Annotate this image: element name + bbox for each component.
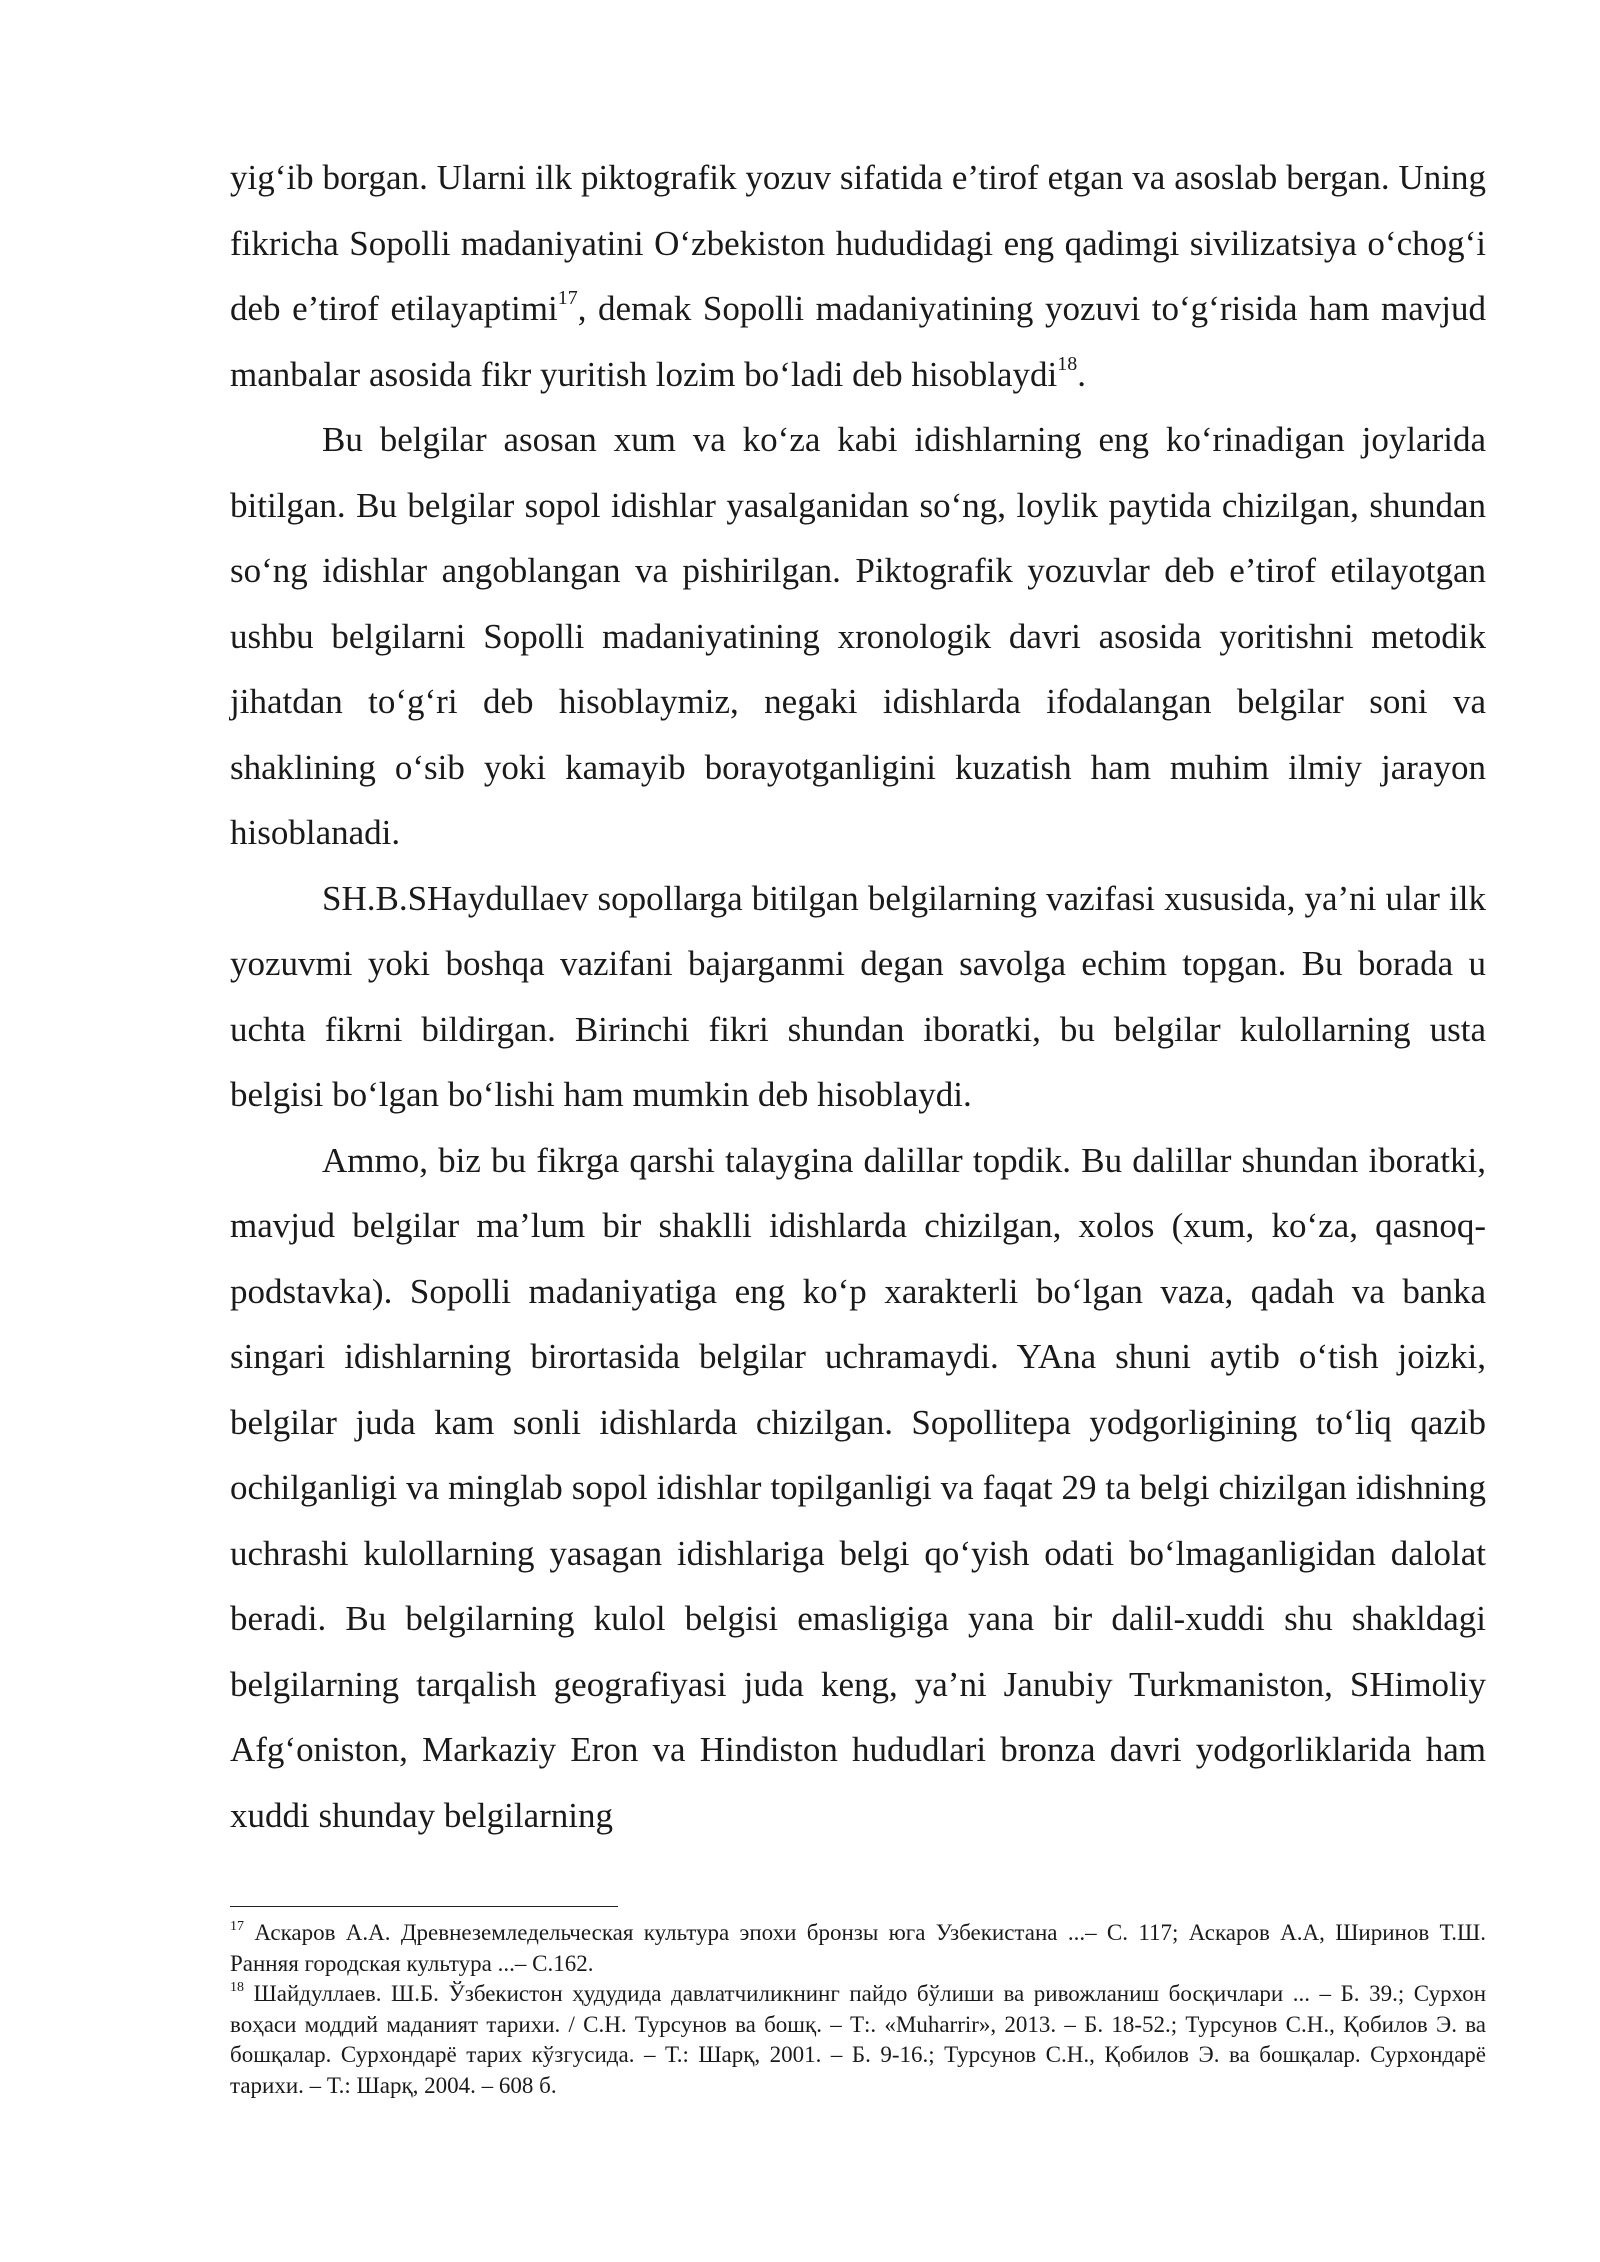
footnote-separator [230,1906,618,1907]
footnote-ref-18[interactable]: 18 [1057,352,1078,375]
document-body [230,145,1486,1848]
footnote-18-text: Шайдуллаев. Ш.Б. Ўзбекистон ҳудудида давлатчиликнинг пайдо бўлиши ва ривожланиш босқичлари ... – Б. 39.; Сурхон воҳаси моддий маданият тарихи. / С.Н. Турсунов ва бошқ. – Т:. «Muharrir», 2013. – Б. 18-52.; Турсунов С.Н., Қобилов Э. ва бошқалар. Сурхондарё тарих кўзгусида. – Т.: Шарқ, 2001. – Б. 9-16.; Турсунов С.Н., Қобилов Э. ва бошқалар. Сурхондарё тарихи. – Т.: Шарқ, 2004. – 608 б. [230,1981,1486,2098]
footnote-18 [230,1979,1486,2101]
footnote-ref-17[interactable]: 17 [557,287,578,310]
paragraph-1 [230,145,1486,407]
paragraph-1-text-2: , demak Sopolli madaniyatining yozuvi to‘g‘risida ham mavjud manbalar asosida fikr yuritish lozim bo‘ladi deb hisoblaydi [230,289,1486,394]
footnote-number-17: 17 [230,1919,244,1935]
paragraph-3 [230,866,1486,1128]
paragraph-4 [230,1128,1486,1849]
paragraph-1-text-1: yig‘ib borgan. Ularni ilk piktografik yozuv sifatida e’tirof etgan va asoslab bergan. Uning fikricha Sopolli madaniyatini O‘zbekiston hududidagi eng qadimgi sivilizatsiya o‘chog‘i deb e’tirof etilayaptimi [230,158,1486,328]
footnote-17 [230,1918,1486,1979]
footnote-17-text: Аскаров А.А. Древнеземледельческая культура эпохи бронзы юга Узбекистана ...– С. 117; Аскаров А.А, Ширинов Т.Ш. Ранняя городская культура ...– С.162. [230,1920,1486,1976]
footnote-number-18: 18 [230,1980,244,1996]
paragraph-2 [230,407,1486,866]
paragraph-1-text-3: . [1077,354,1086,394]
footnotes [230,1918,1486,2101]
paragraph-2-text: Bu belgilar asosan xum va ko‘za kabi idishlarning eng ko‘rinadigan joylarida bitilgan. Bu belgilar sopol idishlar yasalganidan so‘ng, loylik paytida chizilgan, shundan so‘ng idishlar angoblangan va pishirilgan. Piktografik yozuvlar deb e’tirof etilayotgan ushbu belgilarni Sopolli madaniyatining xronologik davri asosida yoritishni metodik jihatdan to‘g‘ri deb hisoblaymiz, negaki idishlarda ifodalangan belgilar soni va shaklining o‘sib yoki kamayib borayotganligini kuzatish ham muhim ilmiy jarayon hisoblanadi. [230,420,1486,852]
paragraph-4-text: Ammo, biz bu fikrga qarshi talaygina dalillar topdik. Bu dalillar shundan iboratki, mavjud belgilar ma’lum bir shaklli idishlarda chizilgan, xolos (xum, ko‘za, qasnoq-podstavka). Sopolli madaniyatiga eng ko‘p xarakterli bo‘lgan vaza, qadah va banka singari idishlarning birortasida belgilar uchramaydi. YAna shuni aytib o‘tish joizki, belgilar juda kam sonli idishlarda chizilgan. Sopollitepa yodgorligining to‘liq qazib ochilganligi va minglab sopol idishlar topilganligi va faqat 29 ta belgi chizilgan idishning uchrashi kulollarning yasagan idishlariga belgi qo‘yish odati bo‘lmaganligidan dalolat beradi. Bu belgilarning kulol belgisi emasligiga yana bir dalil-xuddi shu shakldagi belgilarning tarqalish geografiyasi juda keng, ya’ni Janubiy Turkmaniston, SHimoliy Afg‘oniston, Markaziy Eron va Hindiston hududlari bronza davri yodgorliklarida ham xuddi shunday belgilarning [230,1140,1486,1835]
paragraph-3-text: SH.B.SHaydullaev sopollarga bitilgan belgilarning vazifasi xususida, ya’ni ular ilk yozuvmi yoki boshqa vazifani bajarganmi degan savolga echim topgan. Bu borada u uchta fikrni bildirgan. Birinchi fikri shundan iboratki, bu belgilar kulollarning usta belgisi bo‘lgan bo‘lishi ham mumkin deb hisoblaydi. [230,878,1486,1114]
